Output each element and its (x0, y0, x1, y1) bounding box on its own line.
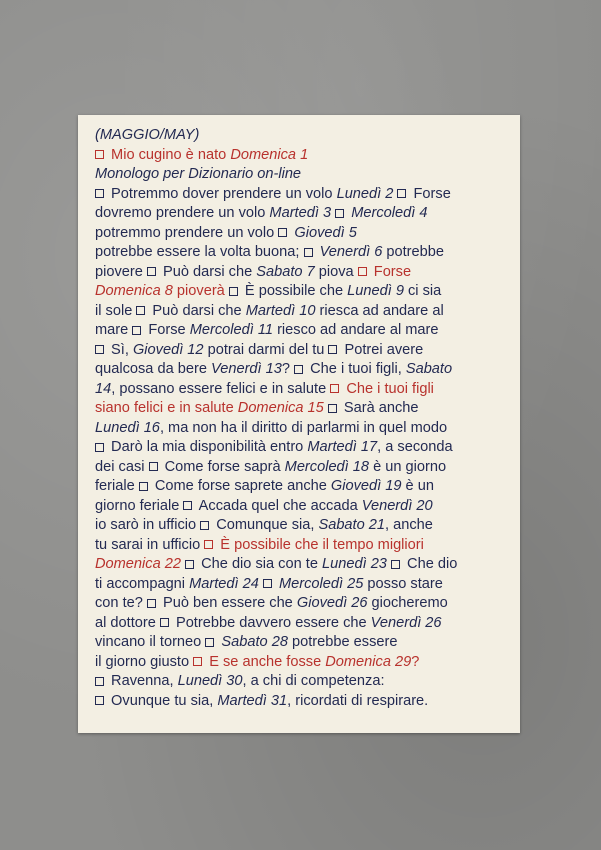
text-segment: qualcosa da bere (95, 361, 212, 377)
text-segment: potremmo prendere un volo (95, 224, 279, 241)
text-segment: Può ben essere che (158, 595, 297, 611)
text-segment: vincano il torneo (95, 634, 206, 650)
text-segment: riesca ad andare al (315, 302, 444, 319)
text-segment: Che i tuoi figli, (306, 361, 406, 377)
checkbox-square-icon (132, 326, 141, 335)
text-segment: ti accompagni (95, 575, 190, 592)
date-text: Domenica 29 (325, 653, 412, 670)
text-segment: Forse (369, 263, 412, 280)
text-segment: al dottore (95, 614, 160, 631)
checkbox-square-icon (185, 560, 194, 569)
text-line (95, 126, 510, 146)
date-text: Sabato 21 (318, 517, 386, 533)
date-text: (MAGGIO/MAY) (95, 127, 200, 143)
text-segment: Potrei avere (340, 341, 424, 358)
checkbox-square-icon (200, 521, 209, 530)
text-segment: Ovunque tu sia, (107, 692, 218, 709)
text-segment: piovere (95, 263, 147, 280)
checkbox-square-icon (149, 462, 158, 471)
text-segment: E se anche fosse (205, 653, 326, 670)
text-segment: È possibile che il tempo migliori (216, 536, 424, 553)
text-segment: Accada quel che accada (195, 497, 362, 514)
text-line (95, 419, 510, 439)
text-segment: tu sarai in ufficio (95, 536, 205, 553)
text-segment: dei casi (95, 458, 149, 475)
text-line (95, 282, 510, 302)
checkbox-square-icon (330, 384, 339, 393)
date-text: Lunedì 23 (322, 556, 387, 572)
text-line (95, 224, 510, 244)
text-segment: Potrebbe davvero essere che (171, 614, 371, 631)
text-segment: , ricordati di respirare. (287, 692, 429, 709)
date-text: Domenica 1 (230, 146, 309, 163)
checkbox-square-icon (95, 345, 104, 354)
date-text: Domenica 8 (95, 283, 173, 299)
text-line (95, 146, 510, 166)
text-segment: Sarà anche (339, 400, 419, 416)
text-segment: , anche (385, 517, 433, 533)
date-text: Martedì 10 (245, 302, 316, 319)
text-line (95, 165, 510, 185)
text-segment: giorno feriale (95, 497, 184, 514)
checkbox-square-icon (193, 657, 202, 666)
text-segment: siano felici e in salute (95, 400, 238, 416)
checkbox-square-icon (95, 677, 104, 686)
checkbox-square-icon (358, 267, 367, 276)
checkbox-square-icon (263, 579, 272, 588)
text-line (95, 380, 510, 400)
text-segment: io sarò in ufficio (95, 517, 201, 533)
date-text: Martedì 31 (217, 692, 288, 709)
text-segment: potrai darmi del tu (203, 341, 329, 358)
checkbox-square-icon (147, 267, 156, 276)
text-segment: Può darsi che (148, 302, 246, 319)
checkbox-square-icon (328, 345, 337, 354)
text-segment: potrebbe (382, 244, 444, 260)
text-segment: Darò la mia disponibilità entro (107, 439, 308, 455)
text-line (95, 341, 510, 361)
text-segment: con te? (95, 595, 147, 611)
text-line (95, 555, 510, 575)
date-text: Domenica 15 (237, 400, 324, 416)
date-text: Sabato 28 (221, 634, 288, 650)
text-segment: Forse (144, 322, 190, 338)
text-segment: ? (411, 653, 420, 670)
text-segment: giocheremo (367, 595, 448, 611)
poster-text (95, 126, 510, 711)
text-segment: è un (401, 478, 434, 494)
text-line (95, 302, 510, 322)
text-segment: feriale (95, 478, 139, 494)
text-segment: È possibile che (240, 283, 348, 299)
checkbox-square-icon (229, 287, 238, 296)
text-segment: Può darsi che (158, 263, 257, 280)
date-text: Mercoledì 11 (189, 322, 274, 338)
date-text: Venerdì 20 (361, 497, 433, 514)
text-line (95, 399, 510, 419)
text-line (95, 672, 510, 692)
date-text: Lunedì 9 (347, 283, 404, 299)
text-line (95, 185, 510, 205)
text-line (95, 594, 510, 614)
date-text: Mercoledì 4 (351, 205, 428, 221)
text-segment: Forse (409, 185, 451, 202)
text-line (95, 360, 510, 380)
date-text: Giovedì 26 (296, 595, 368, 611)
text-segment: riesco ad andare al mare (273, 322, 439, 338)
date-text: Monologo per Dizionario on-line (95, 166, 302, 182)
date-text: Martedì 3 (269, 205, 332, 221)
text-line (95, 458, 510, 478)
checkbox-square-icon (278, 228, 287, 237)
date-text: Giovedì 12 (132, 341, 204, 358)
date-text: Venerdì 13 (211, 361, 282, 377)
checkbox-square-icon (95, 696, 104, 705)
checkbox-square-icon (304, 248, 313, 257)
text-segment: il sole (95, 302, 137, 319)
text-segment: pioverà (172, 283, 225, 299)
date-text: Sabato 7 (256, 263, 315, 280)
checkbox-square-icon (335, 209, 344, 218)
text-segment: Che dio (403, 556, 458, 572)
text-segment: dovremo prendere un volo (95, 205, 270, 221)
text-line (95, 536, 510, 556)
text-segment: Come forse saprà (160, 458, 285, 475)
checkbox-square-icon (95, 189, 104, 198)
date-text: Domenica 22 (95, 556, 181, 572)
text-line (95, 243, 510, 263)
date-text: Lunedì 30 (177, 673, 243, 689)
text-segment: è un giorno (369, 458, 447, 475)
checkbox-square-icon (160, 618, 169, 627)
checkbox-square-icon (204, 540, 213, 549)
date-text: Venerdì 26 (370, 614, 442, 631)
checkbox-square-icon (147, 599, 156, 608)
text-line (95, 633, 510, 653)
checkbox-square-icon (328, 404, 337, 413)
date-text: Giovedì 5 (294, 224, 357, 241)
text-segment: il giorno giusto (95, 653, 194, 670)
date-text: Venerdì 6 (319, 244, 383, 260)
checkbox-square-icon (136, 306, 145, 315)
text-segment: Potremmo dover prendere un volo (107, 185, 337, 202)
text-segment: Che dio sia con te (197, 556, 322, 572)
text-line (95, 321, 510, 341)
date-text: Lunedì 2 (336, 185, 394, 202)
checkbox-square-icon (397, 189, 406, 198)
date-text: 14 (95, 380, 112, 397)
text-segment: ? (281, 361, 295, 377)
date-text: Martedì 24 (189, 575, 259, 592)
text-segment: , ma non ha il diritto di parlarmi in quel modo (159, 419, 448, 436)
text-segment: , possano essere felici e in salute (111, 380, 331, 397)
checkbox-square-icon (139, 482, 148, 491)
text-segment: , a chi di competenza: (242, 673, 385, 689)
checkbox-square-icon (95, 150, 104, 159)
date-text: Lunedì 16 (95, 419, 160, 436)
text-line (95, 438, 510, 458)
date-text: Martedì 17 (307, 439, 378, 455)
date-text: Sabato (405, 361, 453, 377)
text-segment: Comunque sia, (212, 517, 319, 533)
text-segment: posso stare (363, 575, 443, 592)
text-segment: Mio cugino è nato (107, 146, 231, 163)
text-segment: mare (95, 322, 133, 338)
checkbox-square-icon (205, 638, 214, 647)
text-segment: Ravenna, (107, 673, 178, 689)
text-segment: Sì, (107, 341, 133, 358)
checkbox-square-icon (391, 560, 400, 569)
text-line (95, 575, 510, 595)
text-segment: piova (314, 263, 358, 280)
text-segment: Che i tuoi figli (342, 380, 434, 397)
text-segment: , a seconda (377, 439, 453, 455)
text-line (95, 653, 510, 673)
date-text: Mercoledì 18 (284, 458, 370, 475)
text-line (95, 614, 510, 634)
checkbox-square-icon (95, 443, 104, 452)
checkbox-square-icon (294, 365, 303, 374)
text-line (95, 477, 510, 497)
text-segment: ci sia (403, 283, 442, 299)
text-line (95, 263, 510, 283)
checkbox-square-icon (183, 501, 192, 510)
text-line (95, 204, 510, 224)
text-segment: potrebbe essere la volta buona; (95, 244, 304, 260)
date-text: Mercoledì 25 (279, 575, 364, 592)
date-text: Giovedì 19 (330, 478, 402, 494)
text-line (95, 692, 510, 712)
text-segment: potrebbe essere (287, 634, 398, 650)
text-segment: Come forse saprete anche (150, 478, 331, 494)
text-line (95, 497, 510, 517)
text-line (95, 516, 510, 536)
